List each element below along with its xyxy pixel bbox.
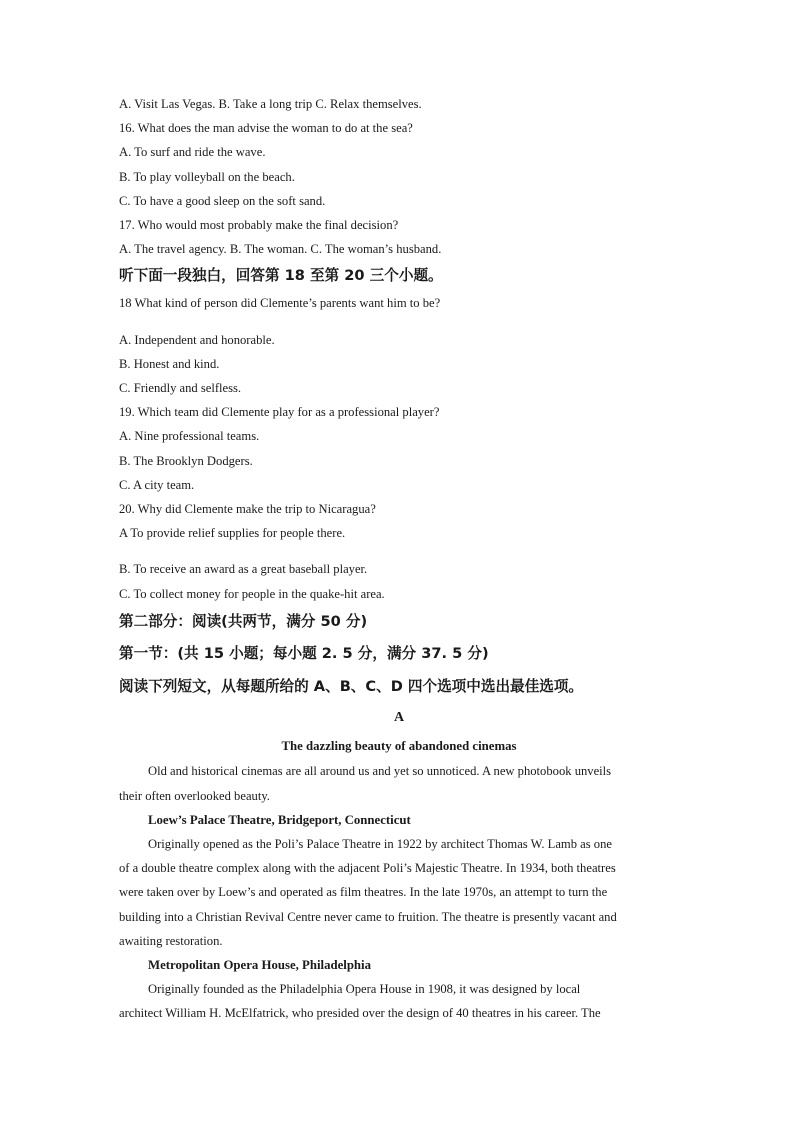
- spacer: [119, 545, 679, 557]
- section-one-heading: 第一节：(共 15 小题；每小题 2. 5 分，满分 37. 5 分): [119, 645, 489, 663]
- section-body-loews: [119, 832, 679, 953]
- q18-option-b: B. Honest and kind.: [119, 356, 220, 371]
- q18-option-c: C. Friendly and selfless.: [119, 381, 242, 396]
- paragraph-line: their often overlooked beauty.: [119, 788, 270, 803]
- section-heading-metropolitan: Metropolitan Opera House, Philadelphia: [148, 957, 372, 972]
- spacer: [119, 316, 679, 328]
- paragraph-line: awaiting restoration.: [119, 933, 223, 948]
- q16-option-c: C. To have a good sleep on the soft sand.: [119, 193, 326, 208]
- q17-options: A. The travel agency. B. The woman. C. The woman’s husband.: [119, 242, 442, 257]
- section-body-metropolitan: [119, 977, 679, 1025]
- q19-question: 19. Which team did Clemente play for as a professional player?: [119, 405, 440, 420]
- q18-question: 18 What kind of person did Clemente’s parents want him to be?: [119, 296, 441, 311]
- q17-question: 17. Who would most probably make the final decision?: [119, 218, 399, 233]
- q20-question: 20. Why did Clemente make the trip to Nicaragua?: [119, 502, 376, 517]
- part-two-heading: 第二部分：阅读(共两节，满分 50 分): [119, 612, 368, 630]
- passage-letter: A: [393, 710, 405, 726]
- q20-option-a: A To provide relief supplies for people there.: [119, 526, 346, 541]
- paragraph-line: building into a Christian Revival Centre never came to fruition. The theatre is presently vacant and: [119, 909, 617, 924]
- passage-intro: [119, 759, 679, 807]
- passage-title: The dazzling beauty of abandoned cinemas: [281, 739, 517, 754]
- q19-option-b: B. The Brooklyn Dodgers.: [119, 453, 253, 468]
- q15-options: A. Visit Las Vegas. B. Take a long trip C. Relax themselves.: [119, 97, 422, 111]
- paragraph-line: of a double theatre complex along with the adjacent Poli’s Majestic Theatre. In 1934, both theatres: [119, 861, 616, 876]
- section-heading-loews: Loew’s Palace Theatre, Bridgeport, Connecticut: [148, 812, 411, 827]
- q18-option-a: A. Independent and honorable.: [119, 332, 275, 347]
- q19-option-c: C. A city team.: [119, 477, 195, 492]
- q20-option-b: B. To receive an award as a great baseball player.: [119, 562, 368, 577]
- q16-question: 16. What does the man advise the woman to do at the sea?: [119, 121, 413, 136]
- paragraph-line: architect William H. McElfatrick, who presided over the design of 40 theatres in his career. The: [119, 1006, 601, 1021]
- q16-option-a: A. To surf and ride the wave.: [119, 145, 266, 160]
- q16-option-b: B. To play volleyball on the beach.: [119, 169, 295, 184]
- instruction-heading: 阅读下列短文，从每题所给的 A、B、C、D 四个选项中选出最佳选项。: [119, 677, 584, 695]
- paragraph-line: Old and historical cinemas are all around us and yet so unnoticed. A new photobook unveils: [148, 764, 612, 779]
- page-content: [119, 92, 679, 1026]
- paragraph-line: Originally opened as the Poli’s Palace Theatre in 1922 by architect Thomas W. Lamb as one: [148, 836, 612, 851]
- paragraph-line: Originally founded as the Philadelphia Opera House in 1908, it was designed by local: [148, 982, 581, 997]
- paragraph-line: were taken over by Loew’s and operated as film theatres. In the late 1970s, an attempt to turn the: [119, 885, 608, 900]
- monologue-heading: 听下面一段独白，回答第 18 至第 20 三个小题。: [119, 267, 443, 285]
- q20-option-c: C. To collect money for people in the quake-hit area.: [119, 586, 385, 601]
- q19-option-a: A. Nine professional teams.: [119, 429, 260, 444]
